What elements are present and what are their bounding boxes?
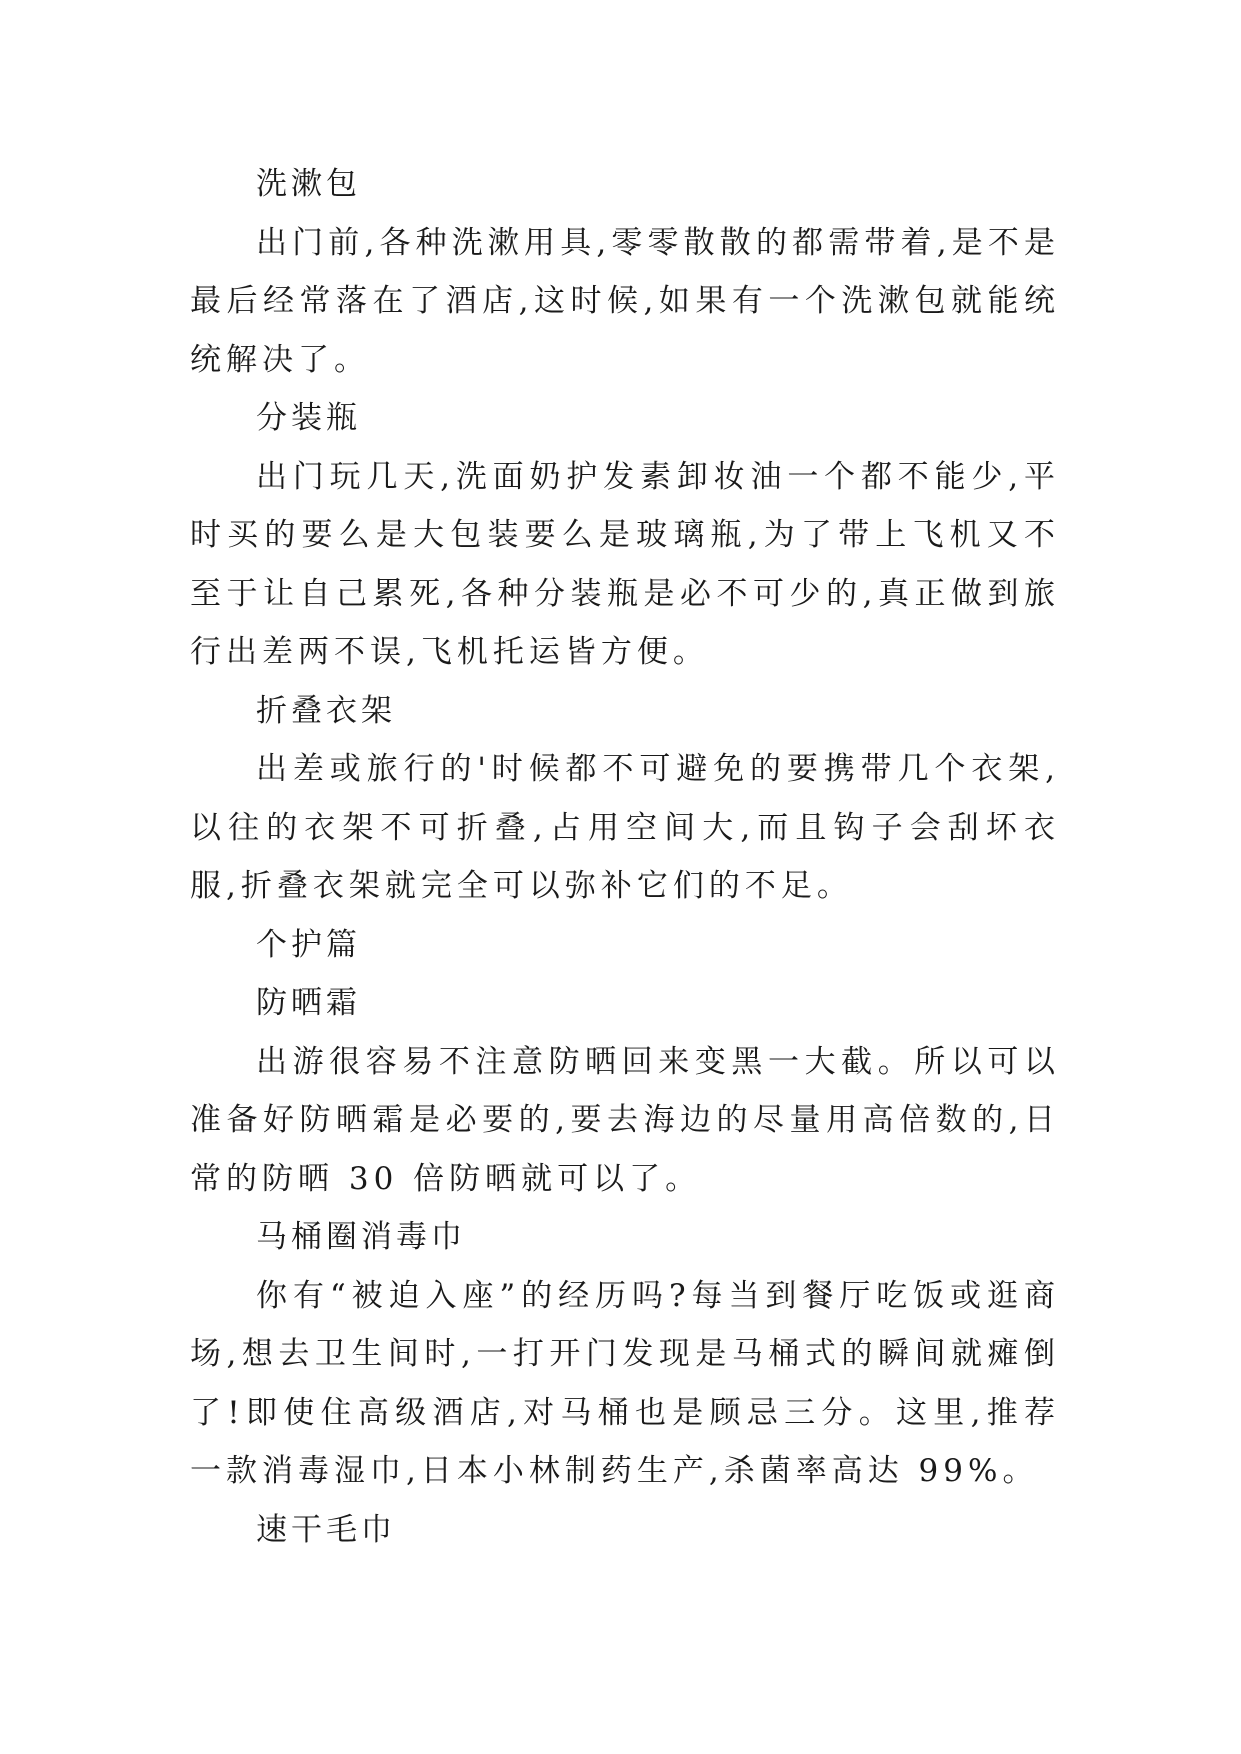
section-heading-toiletry-bag: 洗漱包 (256, 166, 361, 202)
paragraph-toilet-seat-wipes: 你有“被迫入座”的经历吗?每当到餐厅吃饭或逛商场,想去卫生间时,一打开门发现是马桶式的瞬间就瘫倒了!即使住高级酒店,对马桶也是顾忌三分。这里,推荐一款消毒湿巾,日本小林制药生产,杀菌率高达 99%。 (190, 1277, 1060, 1489)
section-heading-folding-hanger: 折叠衣架 (256, 692, 396, 729)
section-heading-toilet-seat-wipes: 马桶圈消毒巾 (256, 1219, 466, 1255)
section-heading-personal-care: 个护篇 (256, 926, 361, 963)
section-heading-travel-bottles: 分装瓶 (256, 400, 361, 436)
paragraph-folding-hanger: 出差或旅行的'时候都不可避免的要携带几个衣架,以往的衣架不可折叠,占用空间大,而且钩子会刮坏衣服,折叠衣架就完全可以弥补它们的不足。 (190, 751, 1060, 904)
section-heading-quick-dry-towel: 速干毛巾 (256, 1511, 396, 1548)
paragraph-sunscreen: 出游很容易不注意防晒回来变黑一大截。所以可以准备好防晒霜是必要的,要去海边的尽量用高倍数的,日常的防晒 30 倍防晒就可以了。 (190, 1043, 1060, 1197)
section-heading-sunscreen: 防晒霜 (256, 985, 361, 1021)
paragraph-travel-bottles: 出门玩几天,洗面奶护发素卸妆油一个都不能少,平时买的要么是大包装要么是玻璃瓶,为了带上飞机又不至于让自己累死,各种分装瓶是必不可少的,真正做到旅行出差两不误,飞机托运皆方便。 (190, 458, 1060, 670)
paragraph-toiletry-bag: 出门前,各种洗漱用具,零零散散的都需带着,是不是最后经常落在了酒店,这时候,如果有一个洗漱包就能统统解决了。 (190, 224, 1060, 378)
document-body (190, 155, 1060, 1559)
